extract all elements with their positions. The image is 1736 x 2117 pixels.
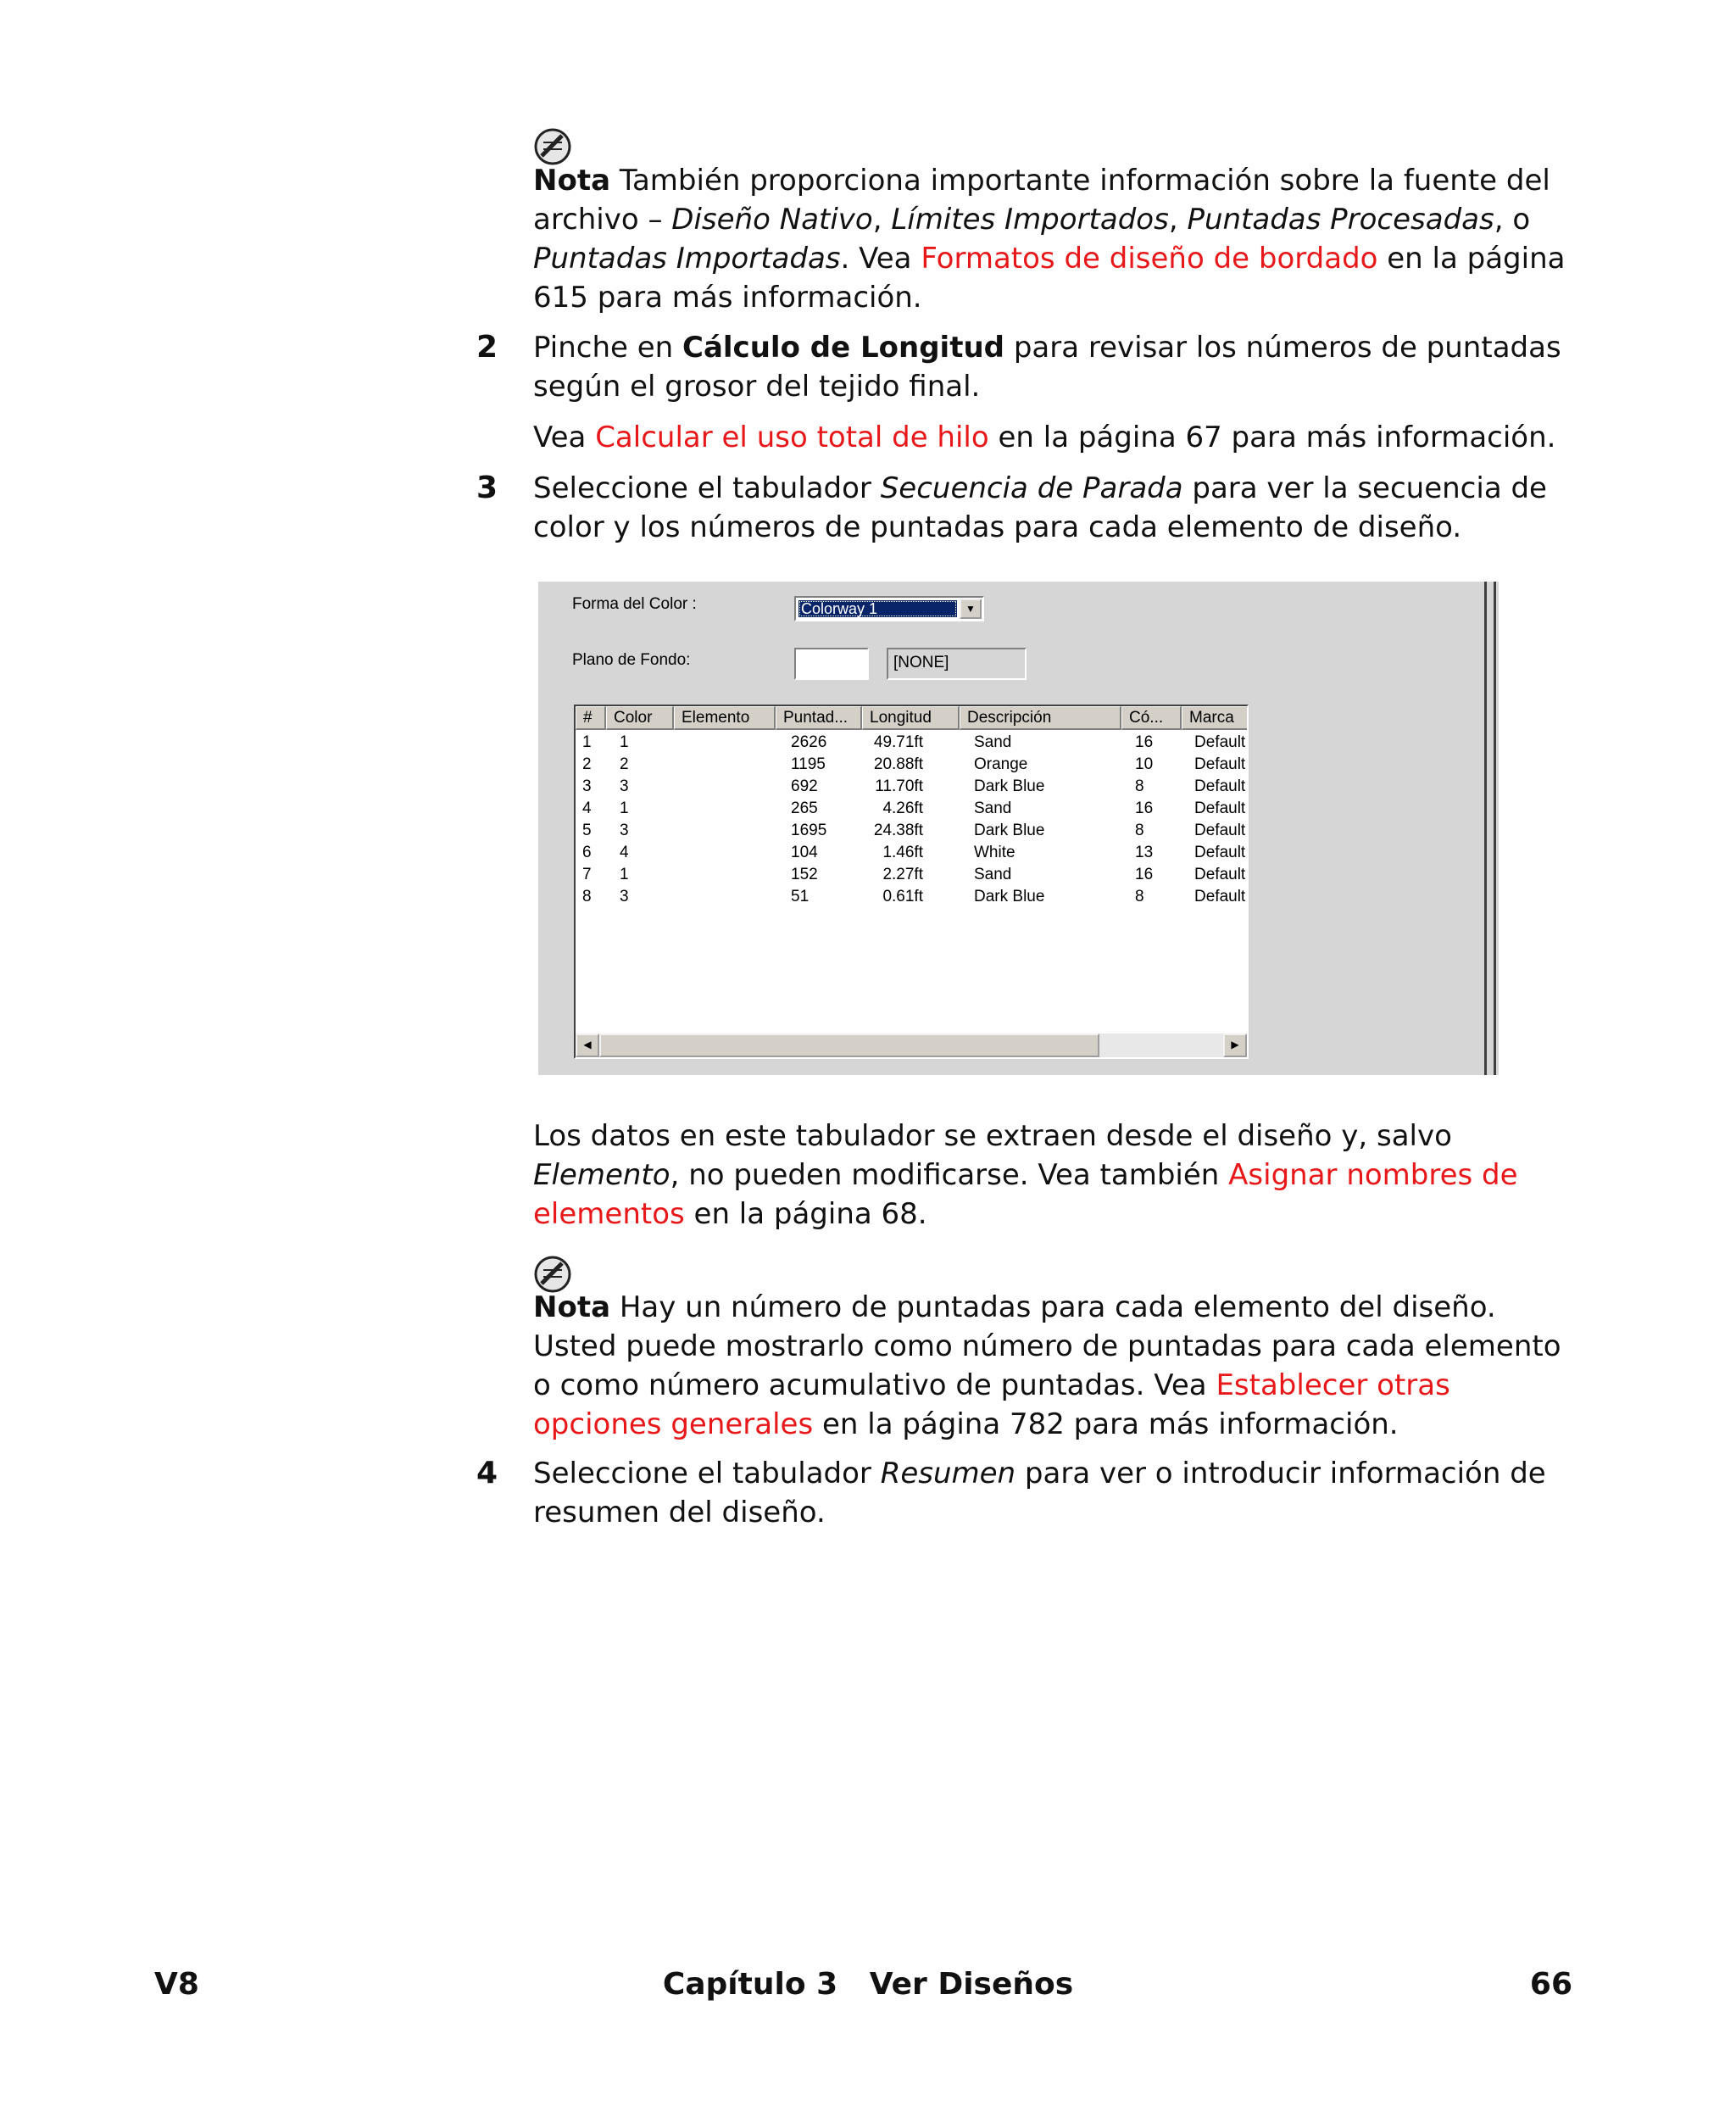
note-label: Nota xyxy=(533,164,611,198)
link-establecer-opciones[interactable]: Establecer otras opciones generales xyxy=(533,1368,1450,1441)
horizontal-scrollbar[interactable] xyxy=(576,1033,1247,1057)
footer-version: V8 xyxy=(154,1967,199,2002)
footer-page-number: 66 xyxy=(1529,1967,1572,2002)
background-color-swatch[interactable] xyxy=(794,648,869,680)
list-header xyxy=(576,706,1247,730)
step-4-text: Seleccione el tabulador Resumen para ver o introducir información de resumen del diseño. xyxy=(533,1457,1546,1529)
column-header-length[interactable]: Longitud xyxy=(862,706,960,730)
chevron-down-icon[interactable]: ▼ xyxy=(960,599,982,619)
step-number-4: 4 xyxy=(476,1456,498,1490)
colorway-selected-value: Colorway 1 xyxy=(798,600,957,617)
column-header-element[interactable]: Elemento xyxy=(674,706,776,730)
table-row[interactable]: 7 1 152 2.27ft Sand 16 Default xyxy=(582,866,1246,883)
dialog-divider xyxy=(1494,582,1496,1075)
table-row[interactable]: 6 4 104 1.46ft White 13 Default xyxy=(582,844,1246,861)
colorway-combobox[interactable] xyxy=(794,596,984,621)
scroll-right-icon[interactable]: ▶ xyxy=(1223,1033,1247,1057)
stop-sequence-list[interactable] xyxy=(574,705,1249,1059)
note-label: Nota xyxy=(533,1290,611,1324)
stop-sequence-dialog xyxy=(538,582,1499,1075)
column-header-brand[interactable]: Marca xyxy=(1182,706,1249,730)
column-header-code[interactable]: Có... xyxy=(1121,706,1182,730)
note-paragraph-2: Nota Hay un número de puntadas para cada elemento del diseño. Usted puede mostrarlo como número de puntadas para cada elemento o como número acumulativo de puntadas. Vea Establecer otras opciones generales en la página 782 para más información. xyxy=(533,1290,1561,1441)
table-row[interactable]: 4 1 265 4.26ft Sand 16 Default xyxy=(582,799,1246,817)
scrollbar-thumb[interactable] xyxy=(599,1033,1099,1057)
step-2-see-also: Vea Calcular el uso total de hilo en la página 67 para más información. xyxy=(533,421,1556,454)
column-header-number[interactable]: # xyxy=(576,706,606,730)
column-header-stitches[interactable]: Puntad... xyxy=(776,706,862,730)
step-3-text: Seleccione el tabulador Secuencia de Parada para ver la secuencia de color y los números de puntadas para cada elemento de diseño. xyxy=(533,471,1547,544)
link-calcular-uso-hilo[interactable]: Calcular el uso total de hilo xyxy=(595,421,989,454)
column-header-description[interactable]: Descripción xyxy=(960,706,1121,730)
colorway-label: Forma del Color : xyxy=(572,595,697,613)
link-formatos-diseno[interactable]: Formatos de diseño de bordado xyxy=(921,242,1378,276)
table-row[interactable]: 8 3 51 0.61ft Dark Blue 8 Default xyxy=(582,888,1246,905)
table-row[interactable]: 2 2 1195 20.88ft Orange 10 Default xyxy=(582,755,1246,773)
background-label: Plano de Fondo: xyxy=(572,651,691,669)
step-2-text: Pinche en Cálculo de Longitud para revisar los números de puntadas según el grosor del tejido final. xyxy=(533,331,1561,404)
column-header-color[interactable]: Color xyxy=(606,706,674,730)
after-dialog-paragraph: Los datos en este tabulador se extraen desde el diseño y, salvo Elemento, no pueden modificarse. Vea también Asignar nombres de elementos en la página 68. xyxy=(533,1119,1518,1231)
table-row[interactable]: 3 3 692 11.70ft Dark Blue 8 Default xyxy=(582,777,1246,795)
link-asignar-nombres[interactable]: Asignar nombres de elementos xyxy=(533,1158,1518,1231)
table-row[interactable]: 5 3 1695 24.38ft Dark Blue 8 Default xyxy=(582,822,1246,839)
step-number-3: 3 xyxy=(476,471,498,505)
background-value-field: [NONE] xyxy=(887,648,1027,680)
table-row[interactable]: 1 1 2626 49.71ft Sand 16 Default xyxy=(582,733,1246,751)
scroll-left-icon[interactable]: ◀ xyxy=(576,1033,599,1057)
step-number-2: 2 xyxy=(476,330,498,365)
note-paragraph-1: Nota También proporciona importante información sobre la fuente del archivo – Diseño Nativo, Límites Importados, Puntadas Procesadas, o Puntadas Importadas. Vea Formatos de diseño de bordado en la página 615 para más información. xyxy=(533,164,1566,315)
footer-chapter: Capítulo 3 Ver Diseños xyxy=(662,1967,1074,2002)
dialog-divider xyxy=(1484,582,1487,1075)
